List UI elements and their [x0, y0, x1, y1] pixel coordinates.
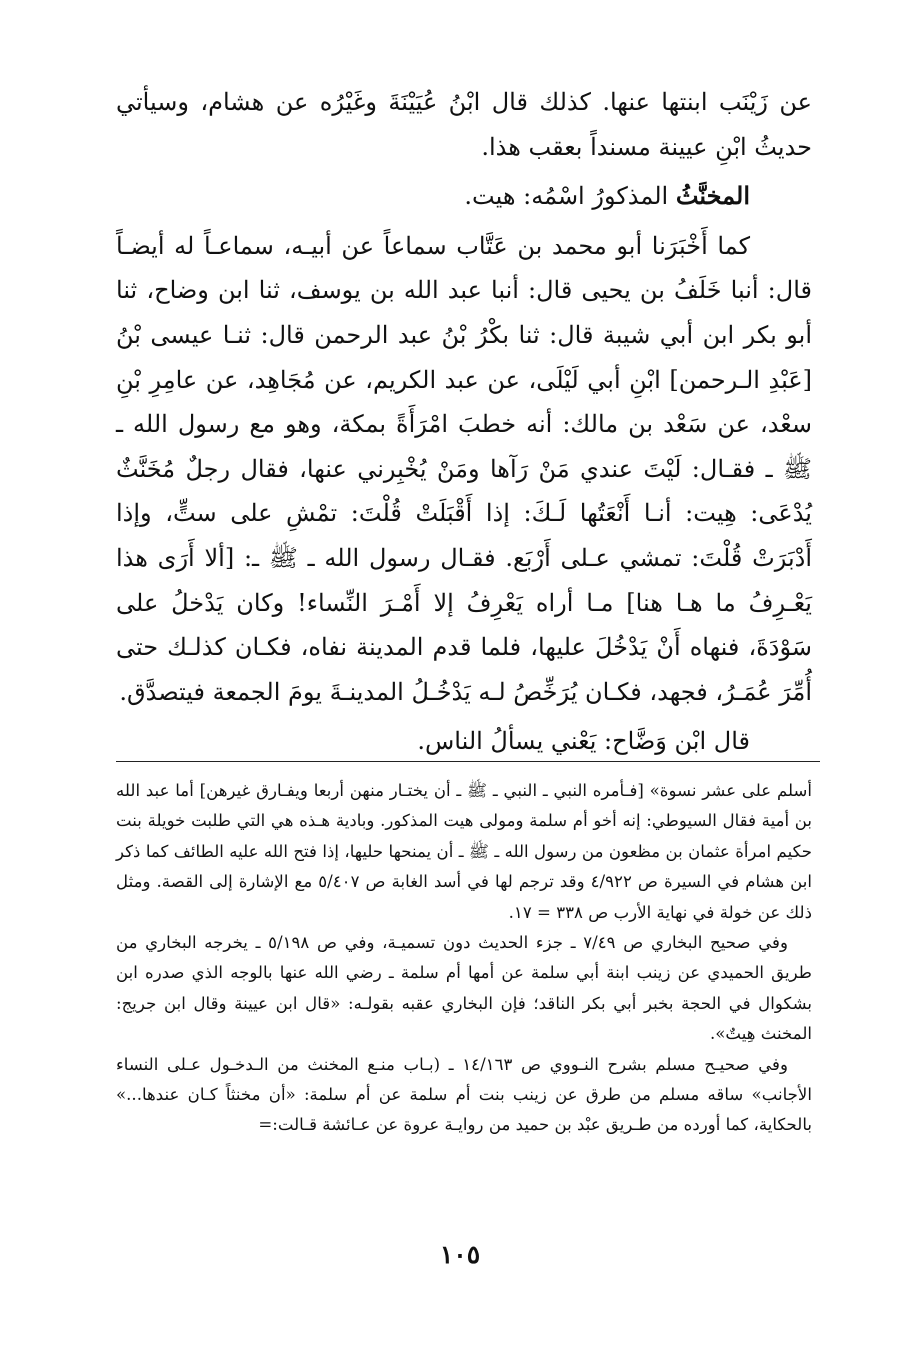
heading-term: المخنَّثُ	[675, 181, 750, 211]
paragraph-hadith: كما أَخْبَرَنا أبو محمد بن عَتَّاب سماعاً عن أبيـه، سماعـاً له أيضـاً قال: أنبا خَلَفُ بن يحيى قال: أنبا عبد الله بن يوسف، ثنا ابن وضاح، ثنا أبو بكر ابن أبي شيبة قال: ثنا بكْرُ بْنُ عبد الرحمن قال: ثنـا عيسى بْنُ [عَبْدِ الـرحمن] ابْنِ أبي لَيْلَى، عن عبد الكريم، عن مُجَاهِد، عن عامِرِ بْنِ سعْد، عن سَعْد بن مالك: أنه خطبَ امْرَأَةً بمكة، وهو مع رسول الله ـ ﷺ ـ فقـال: لَيْتَ عندي مَنْ رَآها ومَنْ يُخْبِرني عنها، فقال رجلٌ مُخَنَّثٌ يُدْعَى: هِيت: أنـا أَنْعَتُها لَـكَ: إذا أَقْبَلَتْ قُلْتَ: تمْشِ على ستٍّ، وإذا أَدْبَرَتْ قُلْتَ: تمشي عـلى أَرْبَع. فقـال رسول الله ـ ﷺ ـ: [ألا أَرَى هذا يَعْـرِفُ ما هـا هنا] مـا أراه يَعْرِفُ إلا أَمْـرَ النِّساء! وكان يَدْخلُ على سَوْدَةَ، فنهاه أَنْ يَدْخُلَ عليها، فلما قدم المدينة نفاه، فكـان كذلـك حتى أُمِّرَ عُمَـرُ، فجهد، فكـان يُرَخِّصُ لـه يَدْخُـلُ المدينـةَ يومَ الجمعة فيتصدَّق.	[116, 231, 813, 706]
page-number: ١٠٥	[439, 1240, 481, 1269]
footnote-1: أسلم على عشر نسوة» [فـأمره النبي ـ النبي ـ ﷺ ـ أن يختـار منهن أربعا ويفـارق غيرهن] أما عبد الله بن أمية فقال السيوطي: إنه أخو أم سلمة ومولى هيت المذكور. وبادية هـذه هي التي طلبت خويلة بنت حكيم امرأة عثمان بن مظعون من رسول الله ـ ﷺ ـ أن يمنحها حليها، إذا فتح الله عليه الطائف كما ذكر ابن هشام في السيرة ص ٤/٩٢٢ وقد ترجم لها في أسد الغابة ص ٥/٤٠٧ مع الإشارة إلى القصة. ومثل ذلك عن خولة في نهاية الأرب ص ٣٣٨ = ١٧.	[116, 781, 812, 922]
paragraph-continuation: عن زَيْنَب ابنتها عنها. كذلك قال ابْنُ عُيَيْنَةَ وغَيْرُه عن هشام، وسيأتي حديثُ ابْنِ عيينة مسنداً بعقب هذا.	[116, 88, 812, 161]
footnote-2: وفي صحيح البخاري ص ٧/٤٩ ـ جزء الحديث دون تسميـة، وفي ص ٥/١٩٨ ـ يخرجه البخاري من طريق الحميدي عن زينب ابنة أبي سلمة عن أمها أم سلمة ـ رضي الله عنها بالوجه الذي صدره ابن بشكوال في الحجة بخبر أبي بكر الناقد؛ فإن البخاري عقبه بقولـه: «قال ابن عيينة وقال ابن جريج: المخنث هِيتٌ».	[116, 933, 812, 1044]
footnotes	[116, 776, 812, 1141]
paragraph-closing: قال ابْن وَضَّاح: يَعْني يسألُ الناس.	[417, 727, 750, 756]
main-text	[116, 80, 812, 764]
footnote-3: وفي صحيـح مسلم بشرح النـووي ص ١٤/١٦٣ ـ (بـاب منـع المخنث من الـدخـول عـلى النساء الأجانب» ساقه مسلم من طرق عن زينب بنت أم سلمة عن أم سلمة: «أن مخنثاً كـان عندها...» بالحكاية، كما أورده من طـريق عبْد بن حميد من روايـة عروة عن عـائشة قـالت:=	[116, 1054, 812, 1135]
paragraph-mukhannath	[116, 174, 812, 219]
heading-rest: المذكورُ اسْمُه: هيت.	[464, 182, 676, 211]
footnote-divider	[116, 761, 820, 762]
